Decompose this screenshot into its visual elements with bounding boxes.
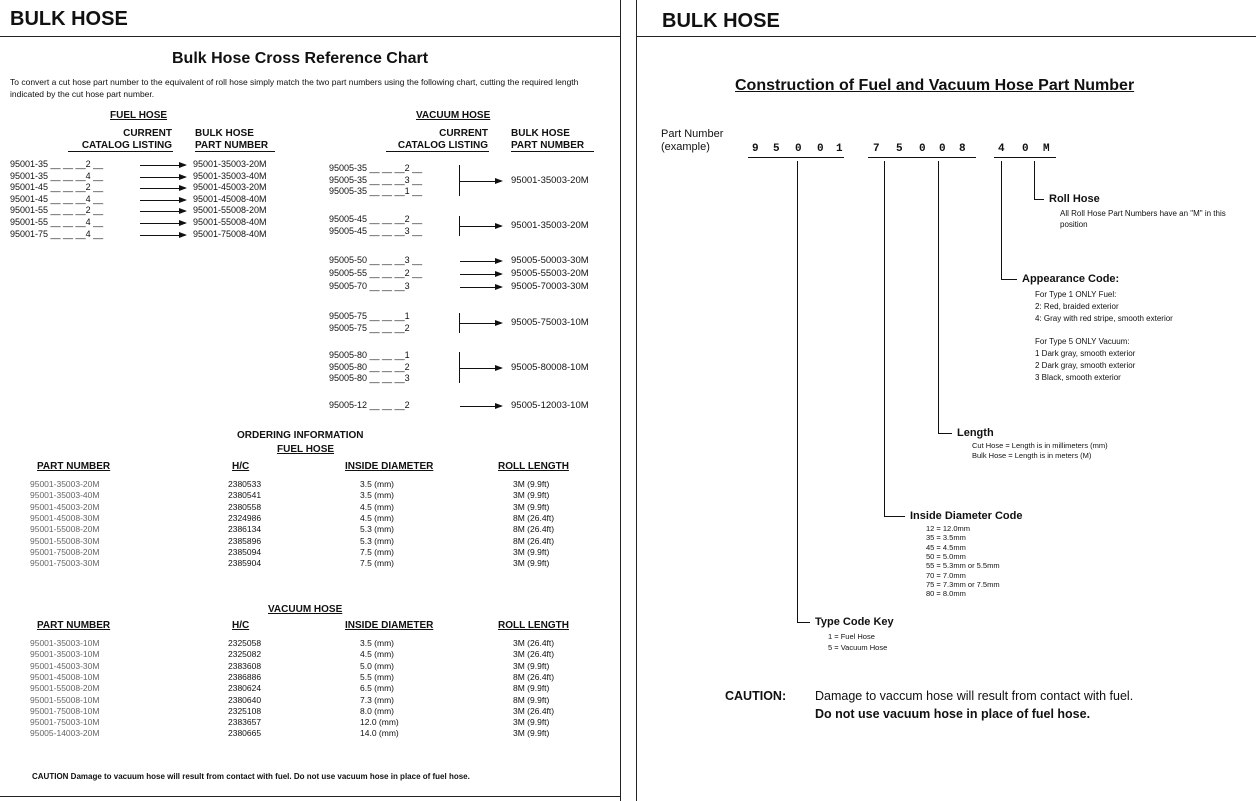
vacuum-table-diameter: 5.5 (mm) bbox=[360, 671, 394, 682]
fuel-table-part-number: 95001-55008-20M bbox=[30, 524, 100, 535]
vacuum-bulk-number: 95005-55003-20M bbox=[511, 268, 589, 279]
fuel-table-hc: 2385904 bbox=[228, 558, 262, 569]
diameter-line: 70 = 7.0mm bbox=[926, 570, 966, 580]
left-header: BULK HOSE bbox=[10, 8, 128, 30]
vacuum-table-roll-length: 3M (9.9ft) bbox=[513, 717, 550, 728]
fuel-table-hc: 2385896 bbox=[228, 535, 262, 546]
vacuum-catalog-number: 95005-80 __ __ __3 bbox=[329, 373, 410, 383]
ordering-vacuum-title: VACUUM HOSE bbox=[268, 604, 343, 615]
fuel-table-hc: 2324986 bbox=[228, 512, 262, 523]
fuel-catalog-number: 95001-35 __ __ __2 __ bbox=[10, 159, 104, 169]
fuel-bulk-number: 95001-45008-40M bbox=[193, 193, 267, 204]
vacuum-arrow bbox=[460, 287, 501, 288]
vacuum-bulk-number: 95005-70003-30M bbox=[511, 281, 589, 292]
vacuum-catalog-number: 95005-45 __ __ __2 __ bbox=[329, 214, 423, 224]
vacuum-table-diameter: 6.5 (mm) bbox=[360, 683, 394, 694]
fuel-table-part-number: 95001-45003-20M bbox=[30, 501, 100, 512]
leader-vertical bbox=[1001, 161, 1002, 279]
vacuum-table-part-number: 95005-14003-20M bbox=[30, 728, 100, 739]
fuel-arrow bbox=[140, 223, 185, 224]
fuel-table-part-number: 95001-75008-20M bbox=[30, 546, 100, 557]
type-key-title: Type Code Key bbox=[815, 616, 894, 628]
fuel-table-hc: 2380541 bbox=[228, 490, 262, 501]
fuel-col1-underline bbox=[68, 151, 173, 152]
right-header-rule bbox=[636, 36, 1256, 37]
vacuum-table-part-number: 95001-45003-30M bbox=[30, 660, 100, 671]
vacuum-table-hc: 2383608 bbox=[228, 660, 262, 671]
fuel-table-part-number: 95001-35003-40M bbox=[30, 490, 100, 501]
vacuum-table-roll-length: 3M (26.4ft) bbox=[513, 649, 555, 660]
ordering-fuel-title: FUEL HOSE bbox=[277, 444, 335, 455]
vacuum-table-hc: 2325058 bbox=[228, 638, 262, 648]
diameter-line: 50 = 5.0mm bbox=[926, 551, 966, 561]
vacuum-table-diameter: 8.0 (mm) bbox=[360, 705, 394, 716]
vacuum-bulk-number: 95005-50003-30M bbox=[511, 255, 589, 266]
fuel-table-roll-length: 3M (9.9ft) bbox=[513, 546, 550, 557]
fuel-table-diameter: 7.5 (mm) bbox=[360, 546, 394, 557]
vacuum-table-diameter: 4.5 (mm) bbox=[360, 649, 394, 660]
leader-horizontal bbox=[884, 516, 905, 517]
vacuum-arrow bbox=[459, 323, 501, 324]
appearance-line: 2: Red, braided exterior bbox=[1035, 301, 1119, 311]
vacuum-table-roll-length: 3M (26.4ft) bbox=[513, 705, 555, 716]
vacuum-table-roll-length: 8M (26.4ft) bbox=[513, 671, 555, 682]
length-line: Bulk Hose = Length is in meters (M) bbox=[972, 451, 1092, 460]
fuel-catalog-number: 95001-55 __ __ __4 __ bbox=[10, 217, 104, 227]
fuel-table-roll-length: 8M (26.4ft) bbox=[513, 524, 555, 535]
vacuum-table-part-number: 95001-35003-10M bbox=[30, 649, 100, 660]
leader-vertical bbox=[938, 161, 939, 433]
vacuum-table-hc: 2380665 bbox=[228, 728, 262, 739]
fuel-arrow bbox=[140, 165, 185, 166]
fuel-bulk-number: 95001-55008-40M bbox=[193, 217, 267, 227]
fuel-catalog-number: 95001-75 __ __ __4 __ bbox=[10, 228, 104, 239]
vacuum-catalog-number: 95005-70 __ __ __3 bbox=[329, 281, 410, 291]
fuel-bulk-number: 95001-45003-20M bbox=[193, 182, 267, 193]
vacuum-table-part-number: 95001-55008-20M bbox=[30, 683, 100, 694]
vacuum-table-roll-length: 3M (9.9ft) bbox=[513, 728, 550, 739]
fuel-arrow bbox=[140, 200, 185, 201]
fuel-catalog-number: 95001-45 __ __ __2 __ bbox=[10, 182, 104, 193]
vacuum-table-roll-length: 3M (9.9ft) bbox=[513, 660, 550, 671]
leader-horizontal bbox=[1001, 279, 1017, 280]
fuel-table-part-number: 95001-75003-30M bbox=[30, 558, 100, 569]
fuel-table-header: INSIDE DIAMETER bbox=[345, 461, 434, 472]
fuel-arrow bbox=[140, 235, 185, 236]
appearance-line: For Type 1 ONLY Fuel: bbox=[1035, 290, 1117, 299]
vacuum-col2-underline bbox=[511, 151, 594, 152]
vacuum-catalog-number: 95005-12 __ __ __2 bbox=[329, 400, 410, 410]
right-caution-line2: Do not use vacuum hose in place of fuel hose. bbox=[815, 707, 1091, 721]
vacuum-table-diameter: 12.0 (mm) bbox=[360, 717, 399, 728]
fuel-table-header: PART NUMBER bbox=[37, 461, 111, 472]
vacuum-col1: CURRENT CATALOG LISTING bbox=[397, 128, 488, 151]
fuel-bulk-number: 95001-75008-40M bbox=[193, 228, 267, 239]
vacuum-table-hc: 2380640 bbox=[228, 694, 262, 705]
fuel-bulk-number: 95001-55008-20M bbox=[193, 205, 267, 216]
vacuum-catalog-number: 95005-50 __ __ __3 __ bbox=[329, 255, 423, 265]
fuel-table-roll-length: 8M (26.4ft) bbox=[513, 535, 555, 546]
fuel-table-roll-length: 3M (9.9ft) bbox=[513, 558, 550, 569]
vacuum-bulk-number: 95001-35003-20M bbox=[511, 174, 589, 186]
vacuum-table-header: INSIDE DIAMETER bbox=[345, 620, 434, 631]
vacuum-catalog-number: 95005-75 __ __ __2 bbox=[329, 322, 410, 333]
fuel-table-roll-length: 8M (26.4ft) bbox=[513, 512, 555, 523]
part-digit: 1 bbox=[836, 143, 843, 155]
part-digit: 0 bbox=[795, 143, 802, 155]
fuel-bulk-number: 95001-35003-40M bbox=[193, 170, 267, 181]
ordering-title: ORDERING INFORMATION bbox=[237, 430, 364, 441]
construction-title: Construction of Fuel and Vacuum Hose Part Number bbox=[735, 77, 1135, 94]
fuel-bulk-number: 95001-35003-20M bbox=[193, 159, 267, 169]
part-digit: M bbox=[1043, 143, 1050, 155]
type-key-line: 1 = Fuel Hose bbox=[828, 632, 875, 641]
part-digit: 0 bbox=[919, 143, 926, 155]
fuel-table-roll-length: 3M (9.9ft) bbox=[513, 501, 550, 512]
roll-hose-desc: All Roll Hose Part Numbers have an "M" in this position bbox=[1060, 209, 1226, 229]
left-header-rule bbox=[0, 36, 620, 37]
fuel-arrow bbox=[140, 177, 185, 178]
vacuum-table-header: PART NUMBER bbox=[37, 620, 111, 631]
fuel-table-header: H/C bbox=[232, 461, 250, 472]
vacuum-table-diameter: 14.0 (mm) bbox=[360, 728, 399, 739]
part-digit: 0 bbox=[939, 143, 946, 155]
vacuum-table-diameter: 5.0 (mm) bbox=[360, 660, 394, 671]
diameter-line: 12 = 12.0mm bbox=[926, 524, 970, 533]
fuel-catalog-number: 95001-35 __ __ __4 __ bbox=[10, 170, 104, 181]
vacuum-bulk-number: 95005-12003-10M bbox=[511, 400, 589, 411]
vacuum-table-hc: 2386886 bbox=[228, 671, 262, 682]
fuel-table-diameter: 3.5 (mm) bbox=[360, 479, 394, 489]
left-page-border bbox=[620, 0, 621, 801]
fuel-col2: BULK HOSE PART NUMBER bbox=[195, 128, 269, 151]
right-caution-line1: Damage to vaccum hose will result from contact with fuel. bbox=[815, 689, 1134, 703]
vacuum-table-header: H/C bbox=[232, 620, 250, 631]
vacuum-catalog-number: 95005-75 __ __ __1 bbox=[329, 311, 410, 321]
part-digit: 8 bbox=[959, 143, 966, 155]
leader-vertical bbox=[1034, 161, 1035, 199]
vacuum-bulk-number: 95001-35003-20M bbox=[511, 219, 589, 231]
fuel-table-roll-length: 3M (9.9ft) bbox=[513, 479, 550, 489]
leader-horizontal bbox=[938, 433, 952, 434]
part-digit: 0 bbox=[1022, 143, 1029, 155]
diameter-line: 80 = 8.0mm bbox=[926, 589, 966, 599]
fuel-table-hc: 2380558 bbox=[228, 501, 262, 512]
vacuum-catalog-number: 95005-45 __ __ __3 __ bbox=[329, 225, 423, 236]
vacuum-arrow bbox=[460, 406, 501, 407]
vacuum-bulk-number: 95005-80008-10M bbox=[511, 361, 589, 373]
vacuum-catalog-number: 95005-80 __ __ __1 bbox=[329, 350, 410, 360]
fuel-table-part-number: 95001-55008-30M bbox=[30, 535, 100, 546]
vacuum-table-hc: 2380624 bbox=[228, 683, 262, 694]
vacuum-table-roll-length: 3M (26.4ft) bbox=[513, 638, 555, 648]
leader-vertical bbox=[884, 161, 885, 516]
vacuum-arrow bbox=[459, 181, 501, 182]
vacuum-table-hc: 2383657 bbox=[228, 717, 262, 728]
vacuum-arrow bbox=[459, 368, 501, 369]
fuel-table-diameter: 3.5 (mm) bbox=[360, 490, 394, 501]
leader-horizontal bbox=[797, 622, 810, 623]
diameter-line: 35 = 3.5mm bbox=[926, 533, 966, 543]
part-digit: 5 bbox=[773, 143, 780, 155]
fuel-arrow bbox=[140, 211, 185, 212]
diameter-line: 55 = 5.3mm or 5.5mm bbox=[926, 561, 1000, 571]
vacuum-table-part-number: 95001-75003-10M bbox=[30, 717, 100, 728]
fuel-table-roll-length: 3M (9.9ft) bbox=[513, 490, 550, 501]
chart-title: Bulk Hose Cross Reference Chart bbox=[172, 50, 429, 67]
fuel-table-part-number: 95001-35003-20M bbox=[30, 479, 100, 489]
part-digit: 9 bbox=[752, 143, 759, 155]
vacuum-table-part-number: 95001-45008-10M bbox=[30, 671, 100, 682]
fuel-table-diameter: 4.5 (mm) bbox=[360, 512, 394, 523]
roll-hose-title: Roll Hose bbox=[1049, 193, 1100, 205]
appearance-line: For Type 5 ONLY Vacuum: bbox=[1035, 337, 1130, 347]
vacuum-table-header: ROLL LENGTH bbox=[498, 620, 569, 631]
vacuum-catalog-number: 95005-35 __ __ __3 __ bbox=[329, 174, 423, 185]
type-key-line: 5 = Vacuum Hose bbox=[828, 643, 888, 652]
vacuum-table-hc: 2325082 bbox=[228, 649, 262, 660]
left-bottom-rule bbox=[0, 796, 620, 797]
leader-vertical bbox=[797, 161, 798, 622]
appearance-title: Appearance Code: bbox=[1022, 273, 1120, 285]
appearance-line: 1 Dark gray, smooth exterior bbox=[1035, 349, 1136, 358]
vacuum-table-diameter: 7.3 (mm) bbox=[360, 694, 394, 705]
right-caution-label: CAUTION: bbox=[725, 689, 787, 703]
fuel-table-diameter: 5.3 (mm) bbox=[360, 535, 394, 546]
fuel-table-diameter: 4.5 (mm) bbox=[360, 501, 394, 512]
diameter-line: 75 = 7.3mm or 7.5mm bbox=[926, 579, 1000, 589]
part-digit: 4 bbox=[998, 143, 1005, 155]
digit-group-underline bbox=[748, 157, 844, 158]
vacuum-col1-underline bbox=[386, 151, 489, 152]
vacuum-bulk-number: 95005-75003-10M bbox=[511, 316, 589, 328]
vacuum-arrow bbox=[460, 261, 501, 262]
leader-horizontal bbox=[1034, 199, 1044, 200]
vacuum-table-roll-length: 8M (9.9ft) bbox=[513, 694, 550, 705]
part-digit: 7 bbox=[873, 143, 880, 155]
fuel-hose-title: FUEL HOSE bbox=[110, 110, 168, 121]
diameter-line: 45 = 4.5mm bbox=[926, 542, 966, 552]
vacuum-table-diameter: 3.5 (mm) bbox=[360, 638, 394, 648]
vacuum-table-hc: 2325108 bbox=[228, 705, 262, 716]
appearance-line: 3 Black, smooth exterior bbox=[1035, 372, 1121, 382]
fuel-table-hc: 2385094 bbox=[228, 546, 262, 557]
fuel-catalog-number: 95001-55 __ __ __2 __ bbox=[10, 205, 104, 216]
length-line: Cut Hose = Length is in millimeters (mm) bbox=[972, 441, 1108, 450]
fuel-arrow bbox=[140, 188, 185, 189]
vacuum-table-part-number: 95001-75008-10M bbox=[30, 705, 100, 716]
length-title: Length bbox=[957, 427, 994, 439]
fuel-table-hc: 2380533 bbox=[228, 479, 262, 489]
vacuum-arrow bbox=[459, 226, 501, 227]
vacuum-catalog-number: 95005-35 __ __ __2 __ bbox=[329, 163, 423, 173]
vacuum-table-roll-length: 8M (9.9ft) bbox=[513, 683, 550, 694]
vacuum-col2: BULK HOSE PART NUMBER bbox=[511, 128, 585, 151]
fuel-table-diameter: 7.5 (mm) bbox=[360, 558, 394, 569]
vacuum-arrow bbox=[460, 274, 501, 275]
fuel-table-header: ROLL LENGTH bbox=[498, 461, 569, 472]
digit-group-underline bbox=[994, 157, 1056, 158]
fuel-table-part-number: 95001-45008-30M bbox=[30, 512, 100, 523]
vacuum-catalog-number: 95005-80 __ __ __2 bbox=[329, 361, 410, 372]
fuel-col2-underline bbox=[195, 151, 275, 152]
part-digit: 5 bbox=[896, 143, 903, 155]
diameter-title: Inside Diameter Code bbox=[910, 510, 1023, 522]
vacuum-catalog-number: 95005-55 __ __ __2 __ bbox=[329, 268, 423, 278]
right-page-border bbox=[636, 0, 637, 801]
appearance-line: 2 Dark gray, smooth exterior bbox=[1035, 360, 1136, 370]
fuel-table-hc: 2386134 bbox=[228, 524, 262, 535]
fuel-col1: CURRENT CATALOG LISTING bbox=[81, 128, 172, 151]
vacuum-hose-title: VACUUM HOSE bbox=[416, 110, 491, 121]
digit-group-underline bbox=[868, 157, 976, 158]
left-caution: CAUTION Damage to vacuum hose will result from contact with fuel. Do not use vacuum hose in place of fuel hose. bbox=[32, 772, 470, 781]
intro-text: To convert a cut hose part number to the equivalent of roll hose simply match the two part numbers using the following chart, cutting the required length indicated by the cut hose part number. bbox=[10, 77, 579, 99]
appearance-line: 4: Gray with red stripe, smooth exterior bbox=[1035, 313, 1173, 323]
right-header: BULK HOSE bbox=[662, 10, 780, 32]
vacuum-table-part-number: 95001-55008-10M bbox=[30, 694, 100, 705]
vacuum-catalog-number: 95005-35 __ __ __1 __ bbox=[329, 186, 423, 196]
part-digit: 0 bbox=[817, 143, 824, 155]
fuel-catalog-number: 95001-45 __ __ __4 __ bbox=[10, 193, 104, 204]
part-number-label: Part Number (example) bbox=[661, 128, 724, 153]
vacuum-table-part-number: 95001-35003-10M bbox=[30, 638, 100, 648]
fuel-table-diameter: 5.3 (mm) bbox=[360, 524, 394, 535]
